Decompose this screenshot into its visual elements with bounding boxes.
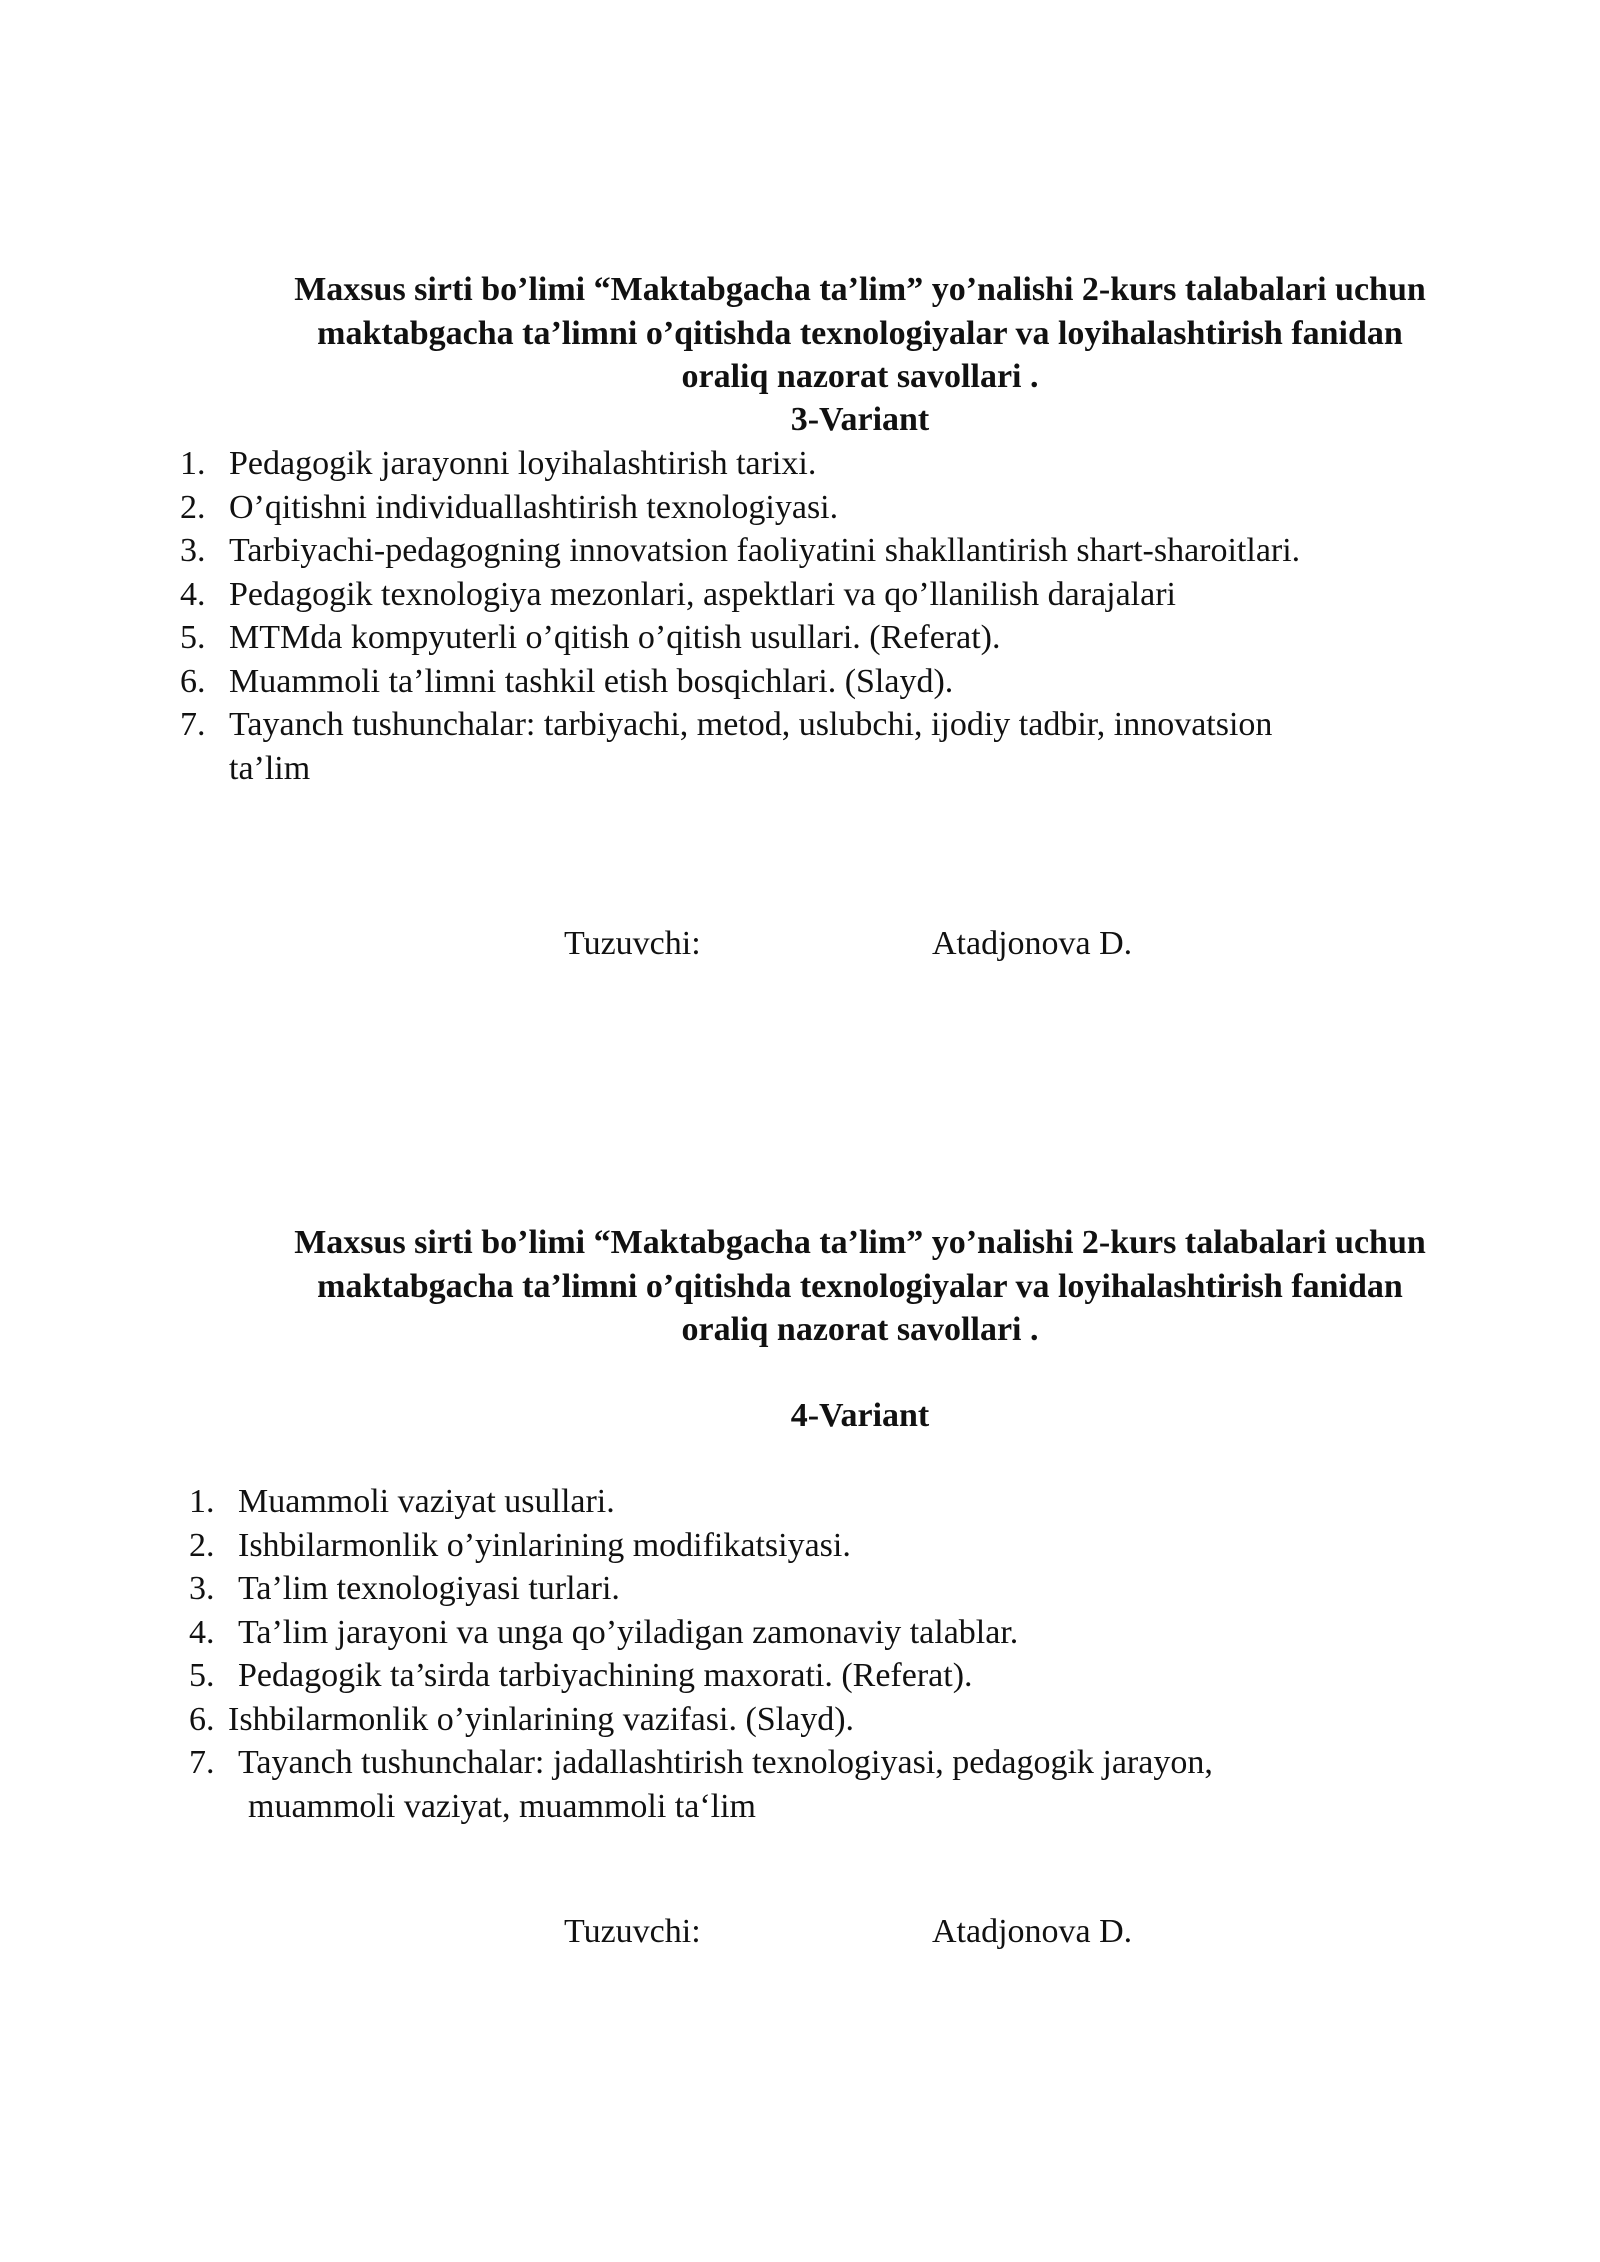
variant-3-question-list (180, 442, 1301, 790)
signature-label: Tuzuvchi: (564, 925, 701, 962)
question-number: 7. (180, 706, 206, 743)
question-number: 4. (180, 575, 206, 613)
question-number: 3. (180, 532, 206, 569)
question-number: 7. (189, 1744, 215, 1781)
title-line: Maxsus sirti bo’limi “Maktabgacha ta’lim” yo’nalishi 2-kurs talabalari uchun (294, 1224, 1426, 1261)
signature-label: Tuzuvchi: (564, 1913, 701, 1950)
title-line: Maxsus sirti bo’limi “Maktabgacha ta’lim” yo’nalishi 2-kurs talabalari uchun (294, 271, 1426, 308)
signature-name: Atadjonova D. (932, 925, 1133, 962)
question-item (189, 1698, 1213, 1742)
question-item (189, 1611, 1213, 1655)
question-item (180, 616, 1300, 660)
question-text: Tarbiyachi-pedagogning innovatsion faoliyatini shakllantirish shart-sharoitlari. (229, 532, 1301, 569)
title-line: oraliq nazorat savollari . (681, 1311, 1039, 1348)
variant-3-title (200, 268, 1520, 399)
question-text: Ta’lim texnologiyasi turlari. (238, 1570, 620, 1607)
question-number: 1. (189, 1483, 215, 1520)
question-text: Pedagogik texnologiya mezonlari, aspektlari va qo’llanilish darajalari (229, 575, 1176, 613)
question-number: 1. (180, 445, 206, 482)
question-text: MTMda kompyuterli o’qitish o’qitish usullari. (Referat). (229, 619, 1001, 656)
question-number: 4. (189, 1613, 215, 1651)
variant-4-question-list (189, 1480, 1213, 1828)
variant-4-label: 4-Variant (790, 1397, 930, 1434)
question-text-continuation: ta’lim (229, 749, 311, 787)
question-item (180, 486, 1300, 530)
question-text: Tayanch tushunchalar: jadallashtirish texnologiyasi, pedagogik jarayon, (238, 1744, 1213, 1781)
question-number: 5. (180, 619, 206, 656)
title-line: maktabgacha ta’limni o’qitishda texnologiyalar va loyihalashtirish fanidan (317, 314, 1403, 352)
title-line: maktabgacha ta’limni o’qitishda texnologiyalar va loyihalashtirish fanidan (317, 1267, 1403, 1305)
question-text-continuation: muammoli vaziyat, muammoli ta‘lim (248, 1787, 757, 1825)
question-number: 2. (189, 1526, 215, 1564)
question-item (180, 703, 1300, 790)
variant-4-title (200, 1221, 1520, 1352)
question-item (189, 1567, 1213, 1611)
question-text: Muammoli ta’limni tashkil etish bosqichlari. (Slayd). (229, 662, 954, 700)
title-line: oraliq nazorat savollari . (681, 358, 1039, 395)
question-text: Ishbilarmonlik o’yinlarining vazifasi. (Slayd). (228, 1700, 855, 1738)
question-item (189, 1654, 1213, 1698)
question-text: Muammoli vaziyat usullari. (238, 1483, 615, 1520)
question-text: Ta’lim jarayoni va unga qo’yiladigan zamonaviy talablar. (238, 1613, 1019, 1651)
question-number: 6. (180, 662, 206, 700)
question-text: Ishbilarmonlik o’yinlarining modifikatsiyasi. (238, 1526, 851, 1564)
question-item (180, 442, 1300, 486)
question-text: Tayanch tushunchalar: tarbiyachi, metod, uslubchi, ijodiy tadbir, innovatsion (229, 706, 1273, 743)
variant-3-label: 3-Variant (790, 401, 930, 438)
question-item (180, 573, 1300, 617)
question-text: Pedagogik jarayonni loyihalashtirish tarixi. (229, 445, 817, 482)
question-number: 3. (189, 1570, 215, 1607)
question-item (189, 1480, 1213, 1524)
question-number: 2. (180, 488, 206, 526)
question-item (189, 1741, 1213, 1828)
question-item (180, 660, 1300, 704)
question-number: 6. (189, 1700, 215, 1738)
signature-name: Atadjonova D. (932, 1913, 1133, 1950)
question-text: Pedagogik ta’sirda tarbiyachining maxorati. (Referat). (238, 1657, 973, 1694)
question-item (189, 1524, 1213, 1568)
question-number: 5. (189, 1657, 215, 1694)
question-text: O’qitishni individuallashtirish texnologiyasi. (229, 488, 839, 526)
question-item (180, 529, 1301, 573)
